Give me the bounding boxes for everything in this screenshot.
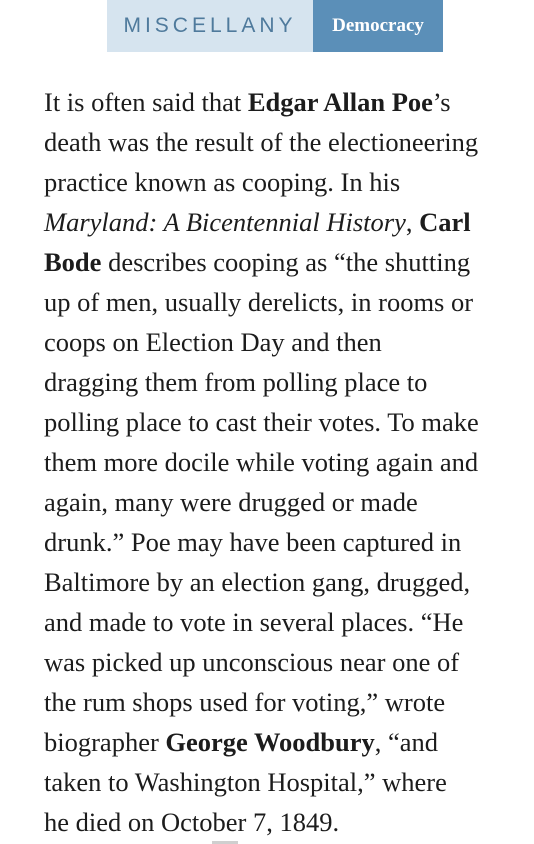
person-name: George Woodbury: [165, 727, 375, 757]
text-line: Maryland: A Bicentennial History, Carl: [44, 207, 471, 237]
text-line: was picked up unconscious near one of: [44, 647, 460, 677]
person-name: Edgar Allan Poe: [247, 87, 433, 117]
text-line: dragging them from polling place to: [44, 367, 428, 397]
text-line: coops on Election Day and then: [44, 327, 382, 357]
text-line: again, many were drugged or made: [44, 487, 418, 517]
text-line: polling place to cast their votes. To make: [44, 407, 479, 437]
section-tag-bar: [107, 0, 443, 52]
text-line: up of men, usually derelicts, in rooms or: [44, 287, 474, 317]
category-tag[interactable]: MISCELLANY: [107, 0, 313, 52]
text-line: the rum shops used for voting,” wrote: [44, 687, 446, 717]
text-line: drunk.” Poe may have been captured in: [44, 527, 462, 557]
text-line: Bode describes cooping as “the shutting: [44, 247, 471, 277]
text-line: them more docile while voting again and: [44, 447, 479, 477]
text-line: practice known as cooping. In his: [44, 167, 401, 197]
book-title: Maryland: A Bicentennial History: [44, 207, 406, 237]
person-name: Carl: [419, 207, 471, 237]
text-line: he died on October 7, 1849.: [44, 807, 340, 837]
text-line: and made to vote in several places. “He: [44, 607, 464, 637]
topic-tag[interactable]: Democracy: [313, 0, 443, 52]
article-body: [44, 82, 514, 842]
person-name: Bode: [44, 247, 102, 277]
text-line: It is often said that Edgar Allan Poe’s: [44, 87, 451, 117]
text-line: Baltimore by an election gang, drugged,: [44, 567, 471, 597]
text-line: taken to Washington Hospital,” where: [44, 767, 447, 797]
text-line: death was the result of the electioneering: [44, 127, 479, 157]
text-line: biographer George Woodbury, “and: [44, 727, 439, 757]
